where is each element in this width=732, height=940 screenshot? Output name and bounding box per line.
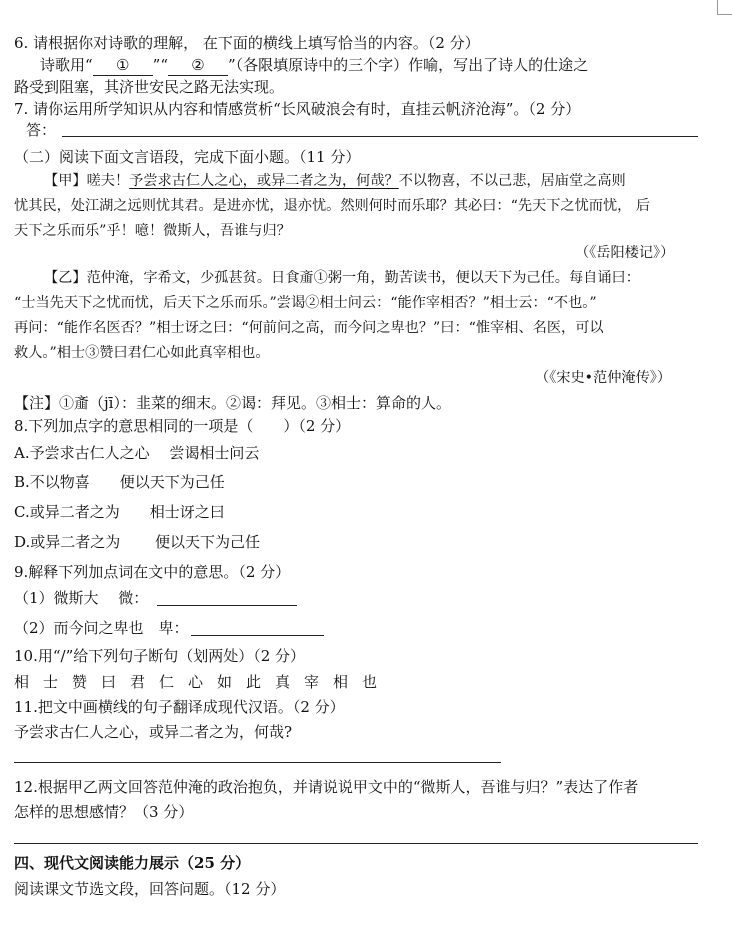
q9-item-2: （2）而今问之卑也 卑： [14,619,189,637]
jia-underlined-sentence: 予尝求古仁人之心，或异二者之为，何哉？ [129,173,399,189]
section-4-intro: 阅读课文节选文段，回答问题。（12 分） [14,880,286,898]
q6-line2-pre: 诗歌用“ [40,56,93,74]
q9-stem: 9.解释下列加点词在文中的意思。（2 分） [14,563,291,581]
yi-text1: 范仲淹，字希文，少孤甚贫。日食齑①粥一角，勤苦读书，便以天下为己任。每自诵曰： [86,270,640,286]
q11-sentence: 予尝求古仁人之心，或异二者之为，何哉? [14,723,293,741]
q6-line2-post: ”（各限填原诗中的三个字）作喻，写出了诗人的仕途之 [228,56,589,74]
jia-line3: 天下之乐而乐”乎！噫！微斯人，吾谁与归？ [14,223,291,239]
q11-answer-line[interactable] [14,762,501,763]
q6-blank-1[interactable]: ① [93,55,153,76]
yi-line2: “士当先天下之忧而忧，后天下之乐而乐。”尝谒②相士问云：“能作宰相否？”相士云：“不也。” [14,295,597,311]
q10-stem: 10.用“/”给下列句子断句（划两处）（2 分） [14,647,306,665]
q6-stem: 6. 请根据你对诗歌的理解， 在下面的横线上填写恰当的内容。（2 分） [14,34,480,52]
q7-answer-label: 答： [26,121,57,139]
section-4-title: 四、现代文阅读能力展示（25 分） [14,854,251,872]
q8-option-c[interactable]: C.或异二者之为 相士讶之曰 [14,503,225,521]
q8-option-b[interactable]: B.不以物喜 便以天下为己任 [14,473,225,491]
page-corner-mark [717,0,732,15]
q9-item-1: （1）微斯大 微： [14,589,149,607]
q12-answer-line[interactable] [14,843,698,844]
q9-item-1-answer-line[interactable] [157,605,297,606]
yi-line4: 救人。”相士③赞曰君仁心如此真宰相也。 [14,345,270,361]
q6-line2 [40,55,588,76]
q8-stem: 8.下列加点字的意思相同的一项是（ ）（2 分） [14,417,351,435]
yi-line1 [44,268,640,288]
q11-stem: 11.把文中画横线的句子翻译成现代汉语。（2 分） [14,698,345,716]
q7-stem: 7. 请你运用所学知识从内容和情感赏析“长风破浪会有时，直挂云帆济沧海”。（2 分） [14,100,581,118]
jia-source: （《岳阳楼记》） [575,245,675,261]
q9-item-2-answer-line[interactable] [191,635,324,636]
yi-source: （《宋史•范仲淹传》） [535,370,672,386]
jia-line1 [44,171,626,191]
jia-pre: 嗟夫！ [86,173,130,189]
yi-line3: 再问：“能作名医否？”相士讶之曰：“何前问之高，而今问之卑也？”曰：“惟宰相、名医，可以 [14,320,604,336]
annotation-note: 【注】①齑（jī）：韭菜的细末。②谒：拜见。③相士：算命的人。 [14,394,451,412]
jia-tag: 【甲】 [44,173,87,189]
q12-stem-line1: 12.根据甲乙两文回答范仲淹的政治抱负，并请说说甲文中的“微斯人，吾谁与归？”表达了作者 [14,778,639,796]
q7-answer-line[interactable] [62,136,698,137]
q12-stem-line2: 怎样的思想感情？（3 分） [14,803,194,821]
q6-line2-mid: ”“ [152,56,169,74]
q8-option-d[interactable]: D.或异二者之为 便以天下为己任 [14,533,261,551]
q10-sentence[interactable]: 相士赞曰君仁心如此真宰相也 [14,673,392,691]
q8-option-a[interactable]: A.予尝求古仁人之心 尝谒相士问云 [14,444,260,462]
section-2-title: （二）阅读下面文言语段，完成下面小题。（11 分） [14,148,361,166]
q6-line3: 路受到阻塞，其济世安民之路无法实现。 [14,78,285,96]
q6-blank-2[interactable]: ② [168,55,228,76]
yi-tag: 【乙】 [44,270,87,286]
jia-post: 不以物喜，不以己悲，居庙堂之高则 [398,173,626,189]
jia-line2: 忧其民，处江湖之远则忧其君。是进亦忧，退亦忧。然则何时而乐耶？其必曰：“先天下之忧而忧， 后 [14,198,651,214]
